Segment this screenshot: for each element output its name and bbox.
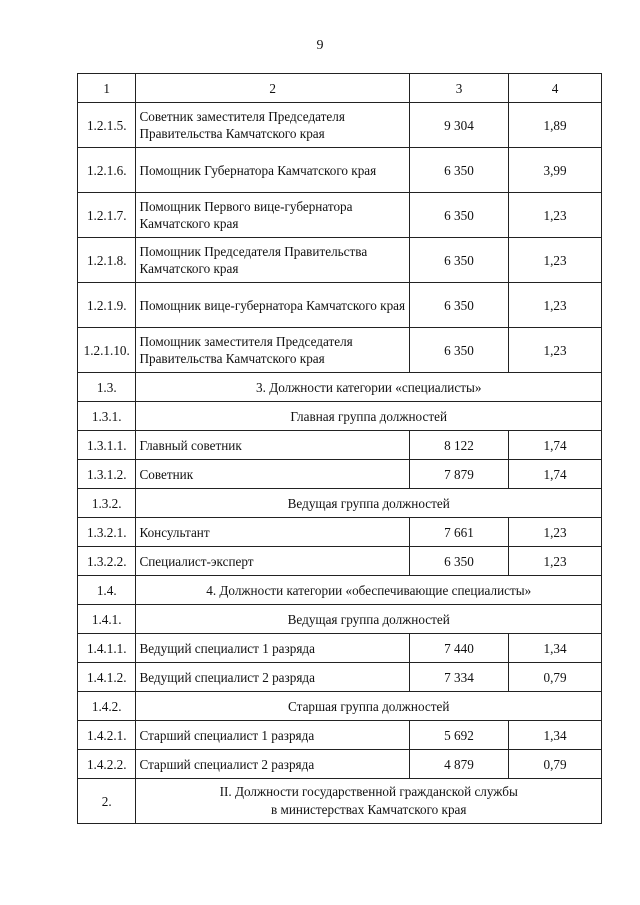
position-name: Советник [136,460,409,489]
coefficient-value: 1,89 [509,103,602,148]
position-name: Главный советник [136,431,409,460]
section-title-line: II. Должности государственной гражданской службы [219,784,518,799]
row-number: 1.2.1.9. [78,283,136,328]
row-number: 1.2.1.6. [78,148,136,193]
group-title: Ведущая группа должностей [136,605,602,634]
salary-value: 6 350 [409,547,508,576]
table-row [78,328,602,373]
table-row [78,103,602,148]
group-row [78,489,602,518]
section-row [78,373,602,402]
salary-value: 6 350 [409,238,508,283]
position-name: Советник заместителя Председателя Правительства Камчатского края [136,103,409,148]
position-name: Помощник вице-губернатора Камчатского края [136,283,409,328]
position-name: Помощник Председателя Правительства Камчатского края [136,238,409,283]
row-number: 1.3.1. [78,402,136,431]
group-title: Ведущая группа должностей [136,489,602,518]
coefficient-value: 0,79 [509,750,602,779]
table-row [78,663,602,692]
section-title [136,779,602,824]
position-name: Старший специалист 1 разряда [136,721,409,750]
salary-table [77,73,602,824]
row-number: 1.2.1.10. [78,328,136,373]
salary-value: 7 440 [409,634,508,663]
coefficient-value: 3,99 [509,148,602,193]
table-row [78,721,602,750]
position-name: Старший специалист 2 разряда [136,750,409,779]
position-name: Помощник Губернатора Камчатского края [136,148,409,193]
column-header: 3 [409,74,508,103]
salary-value: 7 879 [409,460,508,489]
row-number: 1.4.2.2. [78,750,136,779]
table-row [78,148,602,193]
position-name: Консультант [136,518,409,547]
row-number: 1.2.1.5. [78,103,136,148]
table-row [78,547,602,576]
table-row [78,750,602,779]
table-row [78,431,602,460]
section-title-line: в министерствах Камчатского края [270,802,467,817]
table-row [78,460,602,489]
row-number: 1.3.2. [78,489,136,518]
column-header: 1 [78,74,136,103]
coefficient-value: 1,23 [509,547,602,576]
coefficient-value: 1,23 [509,518,602,547]
row-number: 1.2.1.7. [78,193,136,238]
group-title: Старшая группа должностей [136,692,602,721]
salary-value: 6 350 [409,283,508,328]
section-title: 3. Должности категории «специалисты» [136,373,602,402]
row-number: 1.4.1.2. [78,663,136,692]
coefficient-value: 1,23 [509,238,602,283]
row-number: 1.4.2.1. [78,721,136,750]
salary-value: 7 334 [409,663,508,692]
group-row [78,692,602,721]
page-number: 9 [316,38,324,53]
salary-value: 6 350 [409,148,508,193]
salary-value: 5 692 [409,721,508,750]
row-number: 1.3.1.2. [78,460,136,489]
coefficient-value: 1,23 [509,283,602,328]
row-number: 1.3.2.2. [78,547,136,576]
row-number: 1.4.2. [78,692,136,721]
position-name: Ведущий специалист 2 разряда [136,663,409,692]
row-number: 1.2.1.8. [78,238,136,283]
row-number: 1.4. [78,576,136,605]
table-row [78,238,602,283]
section-title: 4. Должности категории «обеспечивающие специалисты» [136,576,602,605]
position-name: Ведущий специалист 1 разряда [136,634,409,663]
coefficient-value: 1,23 [509,328,602,373]
salary-value: 8 122 [409,431,508,460]
position-name: Помощник Первого вице-губернатора Камчатского края [136,193,409,238]
coefficient-value: 1,74 [509,431,602,460]
coefficient-value: 1,34 [509,634,602,663]
row-number: 1.4.1. [78,605,136,634]
coefficient-value: 0,79 [509,663,602,692]
group-title: Главная группа должностей [136,402,602,431]
group-row [78,402,602,431]
column-header: 2 [136,74,409,103]
coefficient-value: 1,23 [509,193,602,238]
group-row [78,605,602,634]
table-row [78,283,602,328]
salary-value: 9 304 [409,103,508,148]
row-number: 1.4.1.1. [78,634,136,663]
column-header: 4 [509,74,602,103]
salary-value: 4 879 [409,750,508,779]
coefficient-value: 1,34 [509,721,602,750]
table-row [78,193,602,238]
section-row [78,576,602,605]
table-row [78,634,602,663]
coefficient-value: 1,74 [509,460,602,489]
salary-value: 7 661 [409,518,508,547]
position-name: Специалист-эксперт [136,547,409,576]
salary-value: 6 350 [409,328,508,373]
section-row [78,779,602,824]
row-number: 1.3.2.1. [78,518,136,547]
row-number: 2. [78,779,136,824]
row-number: 1.3. [78,373,136,402]
table-header-row [78,74,602,103]
row-number: 1.3.1.1. [78,431,136,460]
salary-value: 6 350 [409,193,508,238]
position-name: Помощник заместителя Председателя Правительства Камчатского края [136,328,409,373]
table-row [78,518,602,547]
